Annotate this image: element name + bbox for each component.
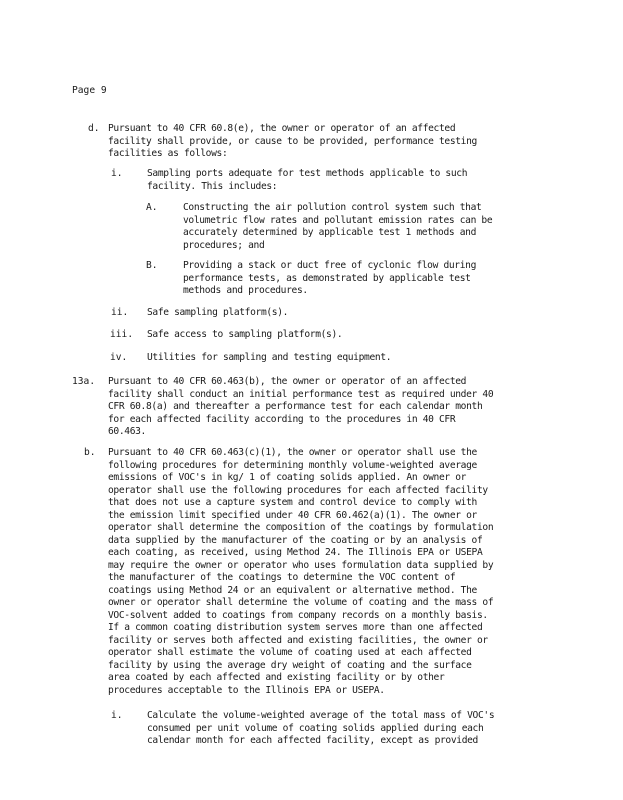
item-b-line: area coated by each affected and existing facility or by other xyxy=(108,672,445,683)
item-b-line: VOC-solvent added to coatings from company records on a monthly basis. xyxy=(108,609,488,621)
item-d-iv-label: iv. xyxy=(110,352,128,363)
item-13a-line: Pursuant to 40 CFR 60.463(b), the owner or operator of an affected xyxy=(108,376,467,387)
item-d-line: facility shall provide, or cause to be provided, performance testing xyxy=(108,135,477,147)
item-13a-line: CFR 60.8(a) and thereafter a performance test for each calendar month xyxy=(108,401,483,412)
item-b-line: the emission limit specified under 40 CFR 60.462(a)(1). The owner or xyxy=(108,509,477,521)
item-d-i-a-line: procedures; and xyxy=(183,239,265,251)
item-d-iv-text: Utilities for sampling and testing equipment. xyxy=(147,352,392,363)
item-d-i-label: i. xyxy=(111,168,123,179)
item-13a-line: facility shall conduct an initial performance test as required under 40 xyxy=(108,388,494,400)
item-d-line: facilities as follows: xyxy=(108,148,228,159)
item-d-i-b-line: performance tests, as demonstrated by applicable test xyxy=(183,272,471,284)
item-d-line: Pursuant to 40 CFR 60.8(e), the owner or operator of an affected xyxy=(108,123,456,134)
item-b-line: facility or serves both affected and existing facilities, the owner or xyxy=(108,634,488,646)
item-b-i-line: Calculate the volume-weighted average of the total mass of VOC's xyxy=(147,710,495,721)
item-d-iii-text: Safe access to sampling platform(s). xyxy=(147,329,343,340)
item-b-i-line: consumed per unit volume of coating solids applied during each xyxy=(147,722,484,734)
item-d-i-b-line: methods and procedures. xyxy=(183,285,308,296)
item-b-line: operator shall determine the composition of the coatings by formulation xyxy=(108,522,494,533)
item-d-i-b-label: B. xyxy=(146,260,158,271)
item-b-line: operator shall estimate the volume of coating used at each affected xyxy=(108,647,472,658)
item-b-line: emissions of VOC's in kg/ 1 of coating solids applied. An owner or xyxy=(108,472,467,483)
item-d-i-a-line: accurately determined by applicable test 1 methods and xyxy=(183,227,477,238)
item-d-ii-text: Safe sampling platform(s). xyxy=(147,307,289,318)
item-b-line: data supplied by the manufacturer of the coating or by an analysis of xyxy=(108,534,483,546)
item-d-i-line: Sampling ports adequate for test methods applicable to such xyxy=(147,168,468,179)
item-b-line: the manufacturer of the coatings to determine the VOC content of xyxy=(108,572,456,583)
item-b-line: operator shall use the following procedures for each affected facility xyxy=(108,484,488,496)
item-b-line: may require the owner or operator who uses formulation data supplied by xyxy=(108,559,494,571)
item-d-ii-label: ii. xyxy=(111,307,129,318)
item-d-i-line: facility. This includes: xyxy=(147,180,278,192)
item-b-label: b. xyxy=(84,447,96,458)
item-b-i-line: calendar month for each affected facility, except as provided xyxy=(147,735,478,746)
item-b-line: facility by using the average dry weight of coating and the surface xyxy=(108,659,472,671)
item-b-line: Pursuant to 40 CFR 60.463(c)(1), the owner or operator shall use the xyxy=(108,447,477,458)
item-b-line: following procedures for determining monthly volume-weighted average xyxy=(108,459,477,471)
item-b-line: each coating, as received, using Method 24. The Illinois EPA or USEPA xyxy=(108,547,483,558)
item-b-line: owner or operator shall determine the volume of coating and the mass of xyxy=(108,597,494,608)
page-label: Page 9 xyxy=(72,85,107,96)
item-d-label: d. xyxy=(88,123,100,134)
item-b-line: procedures acceptable to the Illinois EPA or USEPA. xyxy=(108,684,385,696)
item-d-i-a-label: A. xyxy=(146,202,158,213)
item-b-line: that does not use a capture system and control device to comply with xyxy=(108,497,477,508)
item-13a-label: 13a. xyxy=(72,376,96,387)
item-d-i-a-line: volumetric flow rates and pollutant emission rates can be xyxy=(183,214,493,226)
item-d-i-b-line: Providing a stack or duct free of cyclonic flow during xyxy=(183,260,477,271)
item-b-line: coatings using Method 24 or an equivalent or alternative method. The xyxy=(108,584,477,596)
item-b-line: If a common coating distribution system serves more than one affected xyxy=(108,622,483,633)
item-d-iii-label: iii. xyxy=(110,329,134,340)
item-d-i-a-line: Constructing the air pollution control system such that xyxy=(183,202,482,213)
item-b-i-label: i. xyxy=(111,710,123,721)
item-13a-line: 60.463. xyxy=(108,426,146,437)
item-13a-line: for each affected facility according to the procedures in 40 CFR xyxy=(108,413,456,425)
